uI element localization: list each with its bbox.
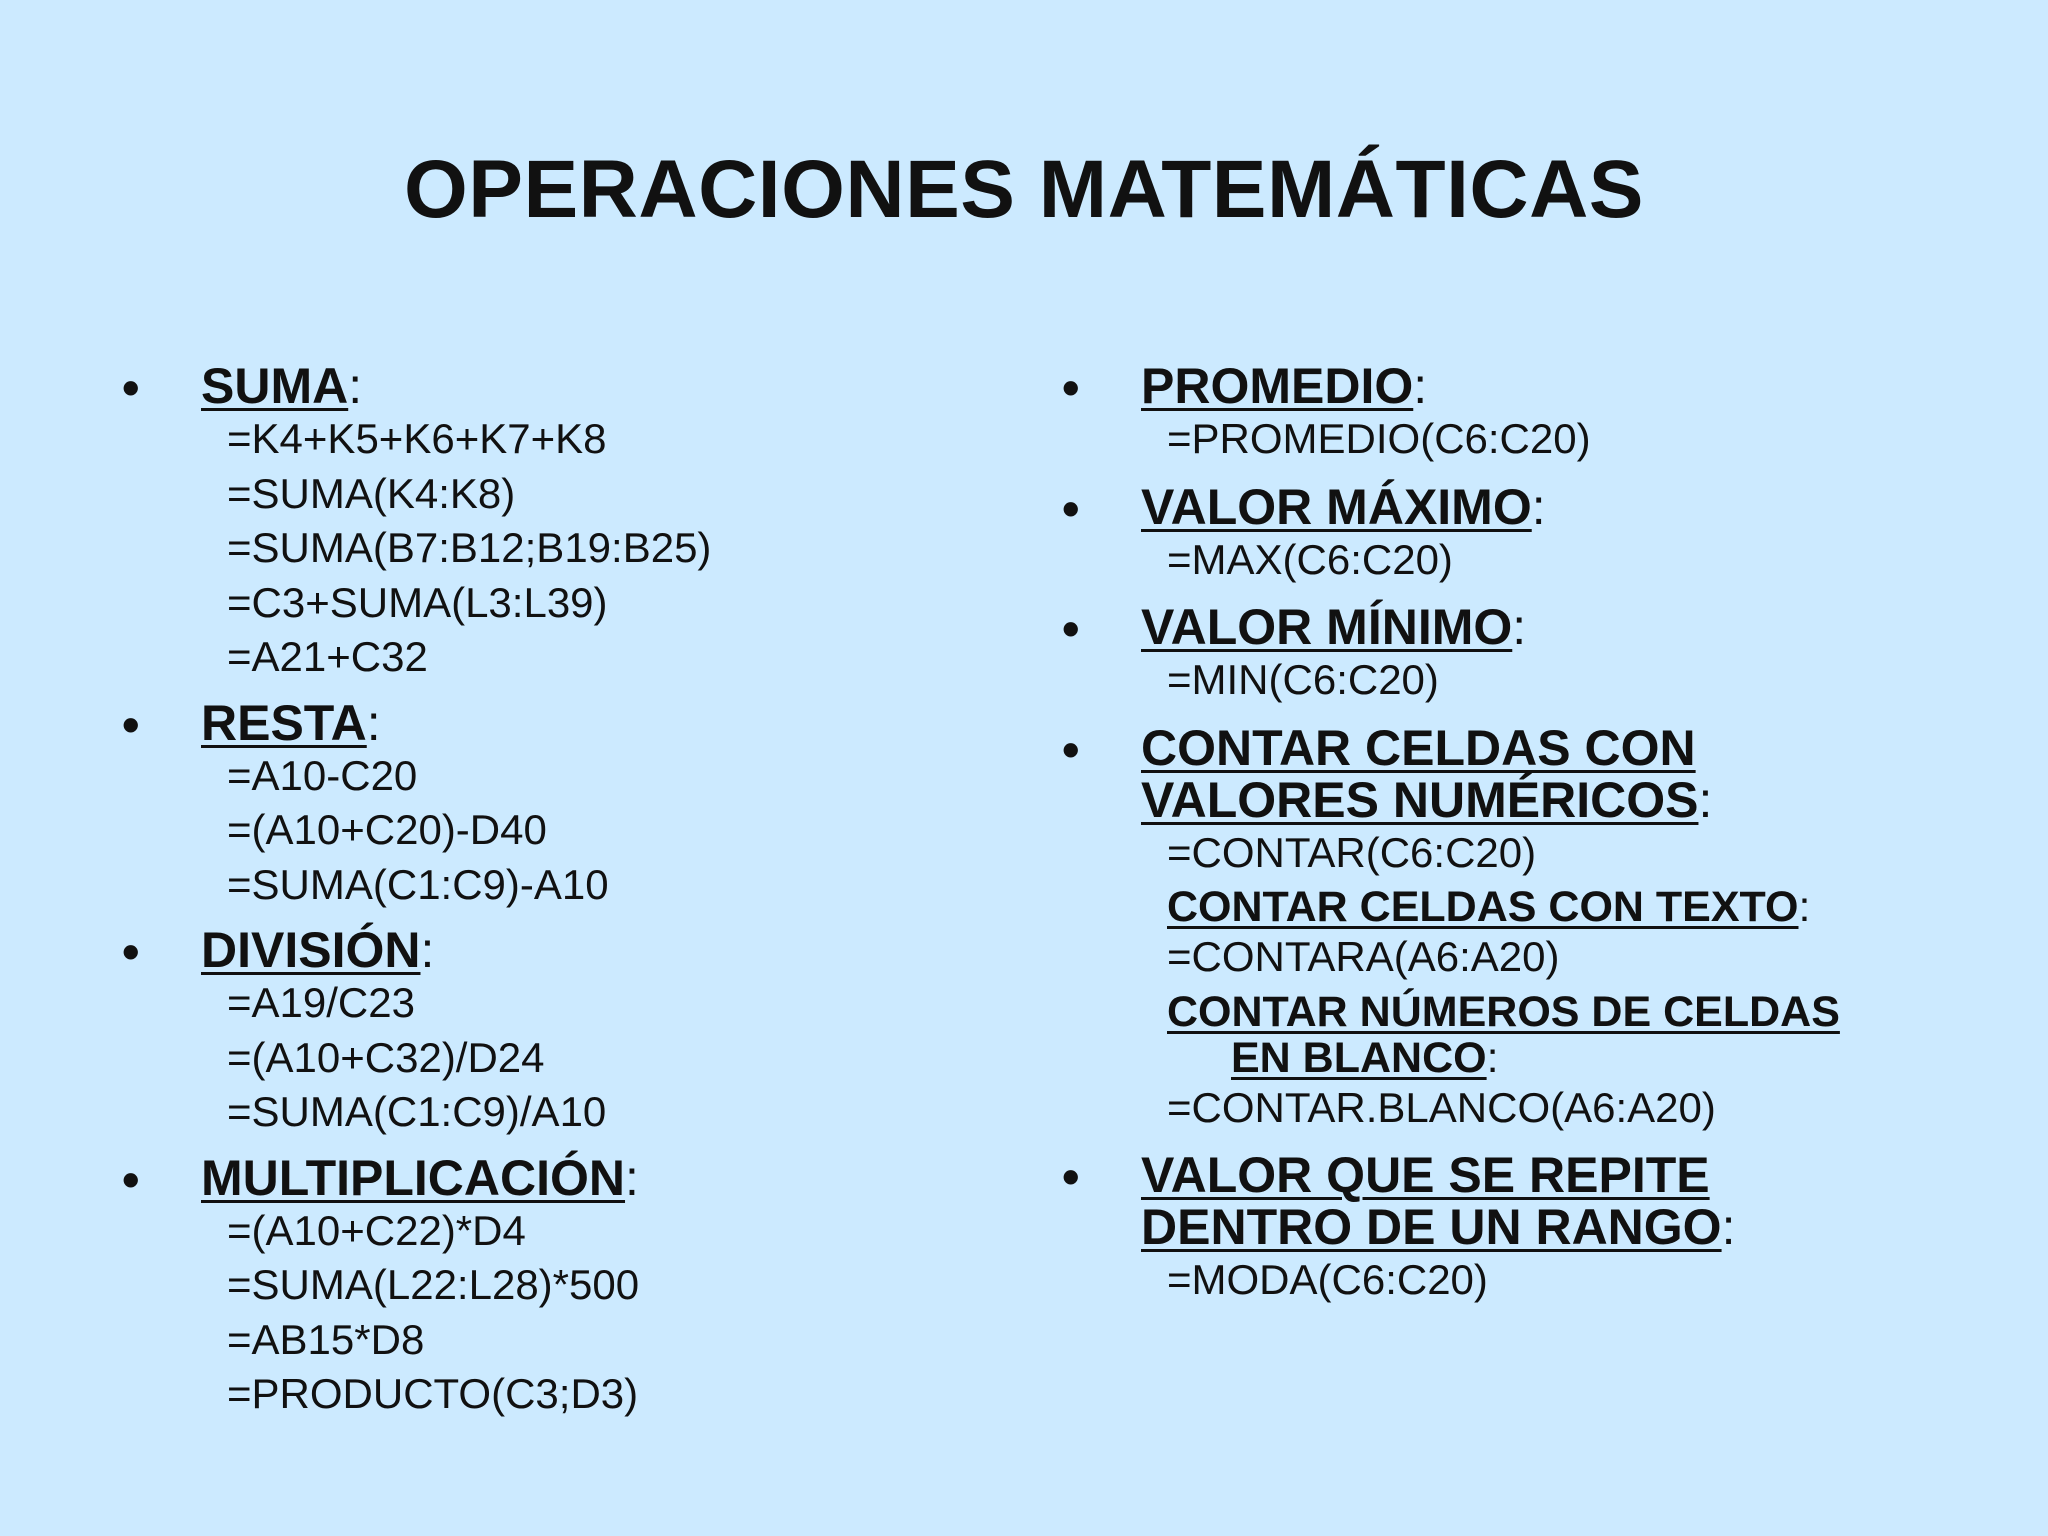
formula-line: =SUMA(L22:L28)*500 (227, 1261, 640, 1308)
heading-text: RESTA (201, 694, 367, 751)
section-heading (1141, 1149, 2022, 1253)
formula-line: =SUMA(C1:C9)-A10 (227, 860, 609, 908)
colon: : (625, 1149, 639, 1206)
bullet-icon: • (122, 696, 140, 753)
section-moda (1062, 1149, 2022, 1308)
section-promedio (1062, 360, 2022, 467)
bullet-icon: • (1062, 601, 1080, 657)
formula-line: =PRODUCTO(C3;D3) (227, 1370, 639, 1417)
slide-title: OPERACIONES MATEMÁTICAS (403, 144, 1645, 235)
colon: : (1413, 358, 1428, 414)
heading-text: DENTRO DE UN RANGO (1141, 1199, 1722, 1255)
bullet-icon: • (1062, 360, 1080, 416)
formula-line: =(A10+C20)-D40 (227, 806, 547, 853)
colon: : (1798, 883, 1811, 931)
colon: : (1721, 1199, 1736, 1255)
formula-line: =(A10+C32)/D24 (227, 1033, 545, 1081)
section-heading (201, 694, 1022, 751)
formula-line: =C3+SUMA(L3:L39) (227, 578, 608, 626)
heading-text: VALORES NUMÉRICOS (1141, 771, 1699, 828)
section-heading (201, 1149, 1022, 1206)
bullet-icon: • (122, 1151, 140, 1208)
colon: : (1486, 1033, 1499, 1082)
section-resta (122, 694, 1022, 913)
heading-text: VALOR MÁXIMO (1141, 478, 1532, 535)
heading-text: MULTIPLICACIÓN (201, 1149, 626, 1206)
formula-line: =A21+C32 (227, 633, 428, 680)
formula-line: =MODA(C6:C20) (1167, 1256, 1488, 1303)
heading-text: CONTAR CELDAS CON (1141, 719, 1696, 776)
heading-text: PROMEDIO (1141, 358, 1414, 414)
section-heading (1141, 719, 2022, 828)
colon: : (420, 922, 435, 978)
formula-line: =SUMA(C1:C9)/A10 (227, 1088, 607, 1135)
colon: : (348, 358, 363, 414)
formula-line: =SUMA(K4:K8) (227, 469, 516, 517)
formula-line: =A19/C23 (227, 979, 415, 1026)
bullet-icon: • (122, 924, 140, 980)
section-heading (201, 924, 1022, 976)
subheading-text: EN BLANCO (1231, 1033, 1487, 1082)
formula-line: =SUMA(B7:B12;B19:B25) (227, 524, 712, 571)
colon: : (1531, 478, 1546, 535)
section-heading (1141, 478, 2022, 535)
section-division (122, 924, 1022, 1140)
colon: : (1698, 771, 1713, 828)
formula-line: =CONTAR(C6:C20) (1167, 828, 1537, 876)
formula-line: =PROMEDIO(C6:C20) (1167, 415, 1591, 462)
right-column (1062, 360, 2022, 1322)
subheading-contar-blanco (1167, 989, 2022, 1081)
formula-line: =MIN(C6:C20) (1167, 656, 1439, 703)
bullet-icon: • (1062, 721, 1080, 778)
subheading-contar-texto (1167, 884, 2022, 930)
section-valor-maximo (1062, 478, 2022, 588)
heading-text: SUMA (201, 358, 349, 414)
formula-line: =(A10+C22)*D4 (227, 1206, 526, 1254)
section-valor-minimo (1062, 601, 2022, 708)
formula-line: =CONTAR.BLANCO(A6:A20) (1167, 1083, 1716, 1131)
section-suma (122, 360, 1022, 685)
formula-line: =MAX(C6:C20) (1167, 535, 1453, 583)
heading-text: VALOR QUE SE REPITE (1141, 1147, 1710, 1203)
section-multiplicacion (122, 1149, 1022, 1422)
formula-line: =AB15*D8 (227, 1315, 425, 1363)
heading-text: VALOR MÍNIMO (1141, 599, 1513, 655)
section-heading (201, 360, 1022, 412)
formula-line: =A10-C20 (227, 751, 418, 799)
colon: : (1512, 599, 1527, 655)
bullet-icon: • (1062, 480, 1080, 537)
subheading-text: CONTAR CELDAS CON TEXTO (1167, 883, 1799, 931)
section-heading (1141, 601, 2022, 653)
bullet-icon: • (122, 360, 140, 416)
colon: : (366, 694, 381, 751)
section-contar (1062, 719, 2022, 1136)
formula-line: =CONTARA(A6:A20) (1167, 933, 1560, 980)
formula-line: =K4+K5+K6+K7+K8 (227, 415, 607, 462)
heading-text: DIVISIÓN (201, 922, 421, 978)
bullet-icon: • (1062, 1149, 1080, 1205)
subheading-text: CONTAR NÚMEROS DE CELDAS (1167, 987, 1840, 1036)
section-heading (1141, 360, 2022, 412)
left-column (122, 360, 1022, 1434)
